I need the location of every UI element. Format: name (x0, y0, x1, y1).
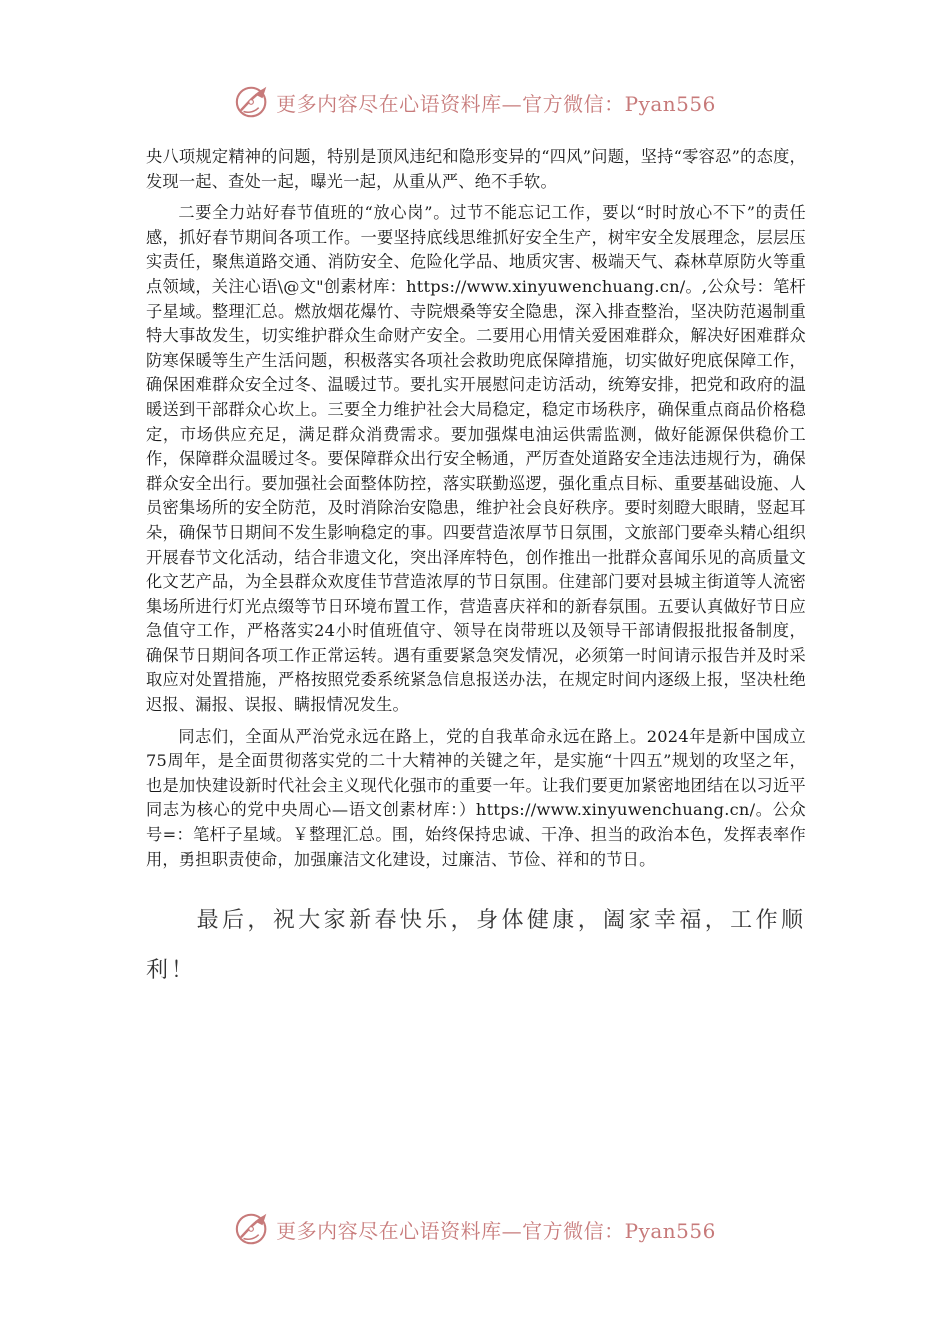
header-banner (0, 80, 950, 124)
document-body (146, 145, 806, 996)
pen-nib-logo-icon (234, 1210, 272, 1248)
pen-nib-logo-icon (234, 83, 272, 121)
paragraph-continuation: 央八项规定精神的问题，特别是顶风违纪和隐形变异的“四风”问题，坚持“零容忍”的态度，发现一起、查处一起，曝光一起，从重从严、绝不手软。 (146, 147, 806, 191)
footer-banner (0, 1207, 950, 1251)
paragraph-comrades: 同志们，全面从严治党永远在路上，党的自我革命永远在路上。2024年是新中国成立75周年，是全面贯彻落实党的二十大精神的关键之年，是实施“十四五”规划的攻坚之年，也是加快建设新时代社会主义现代化强市的重要一年。让我们要更加紧密地团结在以习近平同志为核心的党中央周心—语文创素材库：）https://www.xinyuwenchuang.cn/。公众号=：笔杆子星域。￥整理汇总。围，始终保持忠诚、干净、担当的政治本色，发挥表率作用，勇担职责使命，加强廉洁文化建设，过廉洁、节俭、祥和的节日。 (146, 726, 806, 869)
footer-banner-text: 更多内容尽在心语资料库—官方微信：Pyan556 (276, 1218, 716, 1243)
closing-greeting: 最后，祝大家新春快乐，身体健康，阖家幸福，工作顺利！ (146, 908, 806, 984)
header-banner-text: 更多内容尽在心语资料库—官方微信：Pyan556 (276, 91, 716, 116)
paragraph-holiday-duty: 二要全力站好春节值班的“放心岗”。过节不能忘记工作，要以“时时放心不下”的责任感，抓好春节期间各项工作。一要坚持底线思维抓好安全生产，树牢安全发展理念，层层压实责任，聚焦道路交通、消防安全、危险化学品、地质灾害、极端天气、森林草原防火等重点领域，关注心语\@文"创素材库：https://www.xinyuwenchuang.cn/。,公众号：笔杆子星域。整理汇总。燃放烟花爆竹、寺院煨桑等安全隐患，深入排查整治，坚决防范遏制重特大事故发生，切实维护群众生命财产安全。二要用心用情关爱困难群众，解决好困难群众防寒保暖等生产生活问题，积极落实各项社会救助兜底保障措施，切实做好兜底保障工作，确保困难群众安全过冬、温暖过节。要扎实开展慰问走访活动，统筹安排，把党和政府的温暖送到干部群众心坎上。三要全力维护社会大局稳定，稳定市场秩序，确保重点商品价格稳定，市场供应充足，满足群众消费需求。要加强煤电油运供需监测，做好能源保供稳价工作，保障群众温暖过冬。要保障群众出行安全畅通，严厉查处道路安全违法违规行为，确保群众安全出行。要加强社会面整体防控，落实联勤巡逻，强化重点目标、重要基础设施、人员密集场所的安全防范，及时消除治安隐患，维护社会良好秩序。要时刻瞪大眼睛，竖起耳朵，确保节日期间不发生影响稳定的事。四要营造浓厚节日氛围，文旅部门要牵头精心组织开展春节文化活动，结合非遗文化，突出泽库特色，创作推出一批群众喜闻乐见的高质量文化文艺产品，为全县群众欢度佳节营造浓厚的节日氛围。住建部门要对县城主街道等人流密集场所进行灯光点缀等节日环境布置工作，营造喜庆祥和的新春氛围。五要认真做好节日应急值守工作，严格落实24小时值班值守、领导在岗带班以及领导干部请假报批报备制度，确保节日期间各项工作正常运转。遇有重要紧急突发情况，必须第一时间请示报告并及时采取应对处置措施，严格按照党委系统紧急信息报送办法，在规定时间内逐级上报，坚决杜绝迟报、漏报、误报、瞒报情况发生。 (146, 203, 806, 715)
